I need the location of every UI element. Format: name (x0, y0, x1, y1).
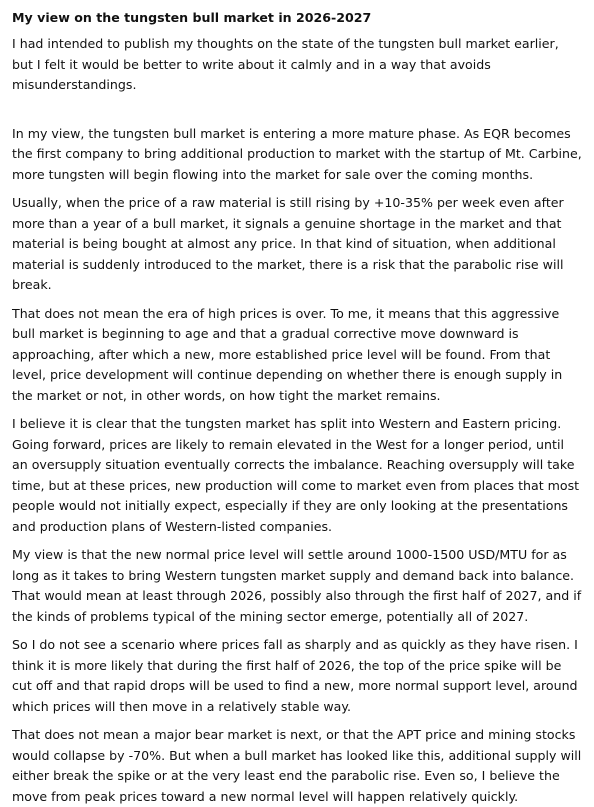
article-paragraph-1: I had intended to publish my thoughts on the state of the tungsten bull market earlier, but I felt it would be better to write about it calmly and in a way that avoids misunderstandings. (12, 36, 559, 92)
article-paragraph-3: Usually, when the price of a raw material is still rising by +10-35% per week even after more than a year of a bull market, it signals a genuine shortage in the market and that material is being bought at almost any price. In that kind of situation, when additional material is suddenly introduced to the market, there is a risk that the parabolic rise will break. (12, 195, 564, 292)
article-paragraph-5: I believe it is clear that the tungsten market has split into Western and Eastern pricing. Going forward, prices are likely to remain elevated in the West for a longer period, until an oversupply situation eventually corrects the imbalance. Reaching oversupply will take time, but at these prices, new production will come to market even from places that most people would not initially expect, especially if they are only looking at the presentations and production plans of Western-listed companies. (12, 416, 580, 534)
article-title: My view on the tungsten bull market in 2026-2027 (12, 10, 372, 25)
article-paragraph-2: In my view, the tungsten bull market is entering a more mature phase. As EQR becomes the first company to bring additional production to market with the startup of Mt. Carbine, more tungsten will begin flowing into the market for sale over the coming months. (12, 125, 582, 182)
article-paragraph-7: So I do not see a scenario where prices fall as sharply and as quickly as they have risen. I think it is more likely that during the first half of 2026, the top of the price spike will be cut off and that rapid drops will be used to find a new, more normal support level, around which prices will then move in a relatively stable way. (12, 637, 578, 714)
article-paragraph-4: That does not mean the era of high prices is over. To me, it means that this aggressive bull market is beginning to age and that a gradual corrective move downward is approaching, after which a new, more established price level will be found. From that level, price development will continue depending on whether there is enough supply in the market or not, in other words, on how tight the market remains. (12, 305, 563, 403)
article-paragraph-8: That does not mean a major bear market is next, or that the APT price and mining stocks would collapse by -70%. But when a bull market has looked like this, additional supply will either break the spike or at the very least end the parabolic rise. Even so, I believe the move from peak prices toward a new normal level will happen relatively quickly. (12, 727, 582, 804)
article-paragraph-6: My view is that the new normal price level will settle around 1000-1500 USD/MTU for as long as it takes to bring Western tungsten market supply and demand back into balance. That would mean at least through 2026, possibly also through the first half of 2027, and if the kinds of problems typical of the mining sector emerge, potentially all of 2027. (12, 547, 582, 624)
